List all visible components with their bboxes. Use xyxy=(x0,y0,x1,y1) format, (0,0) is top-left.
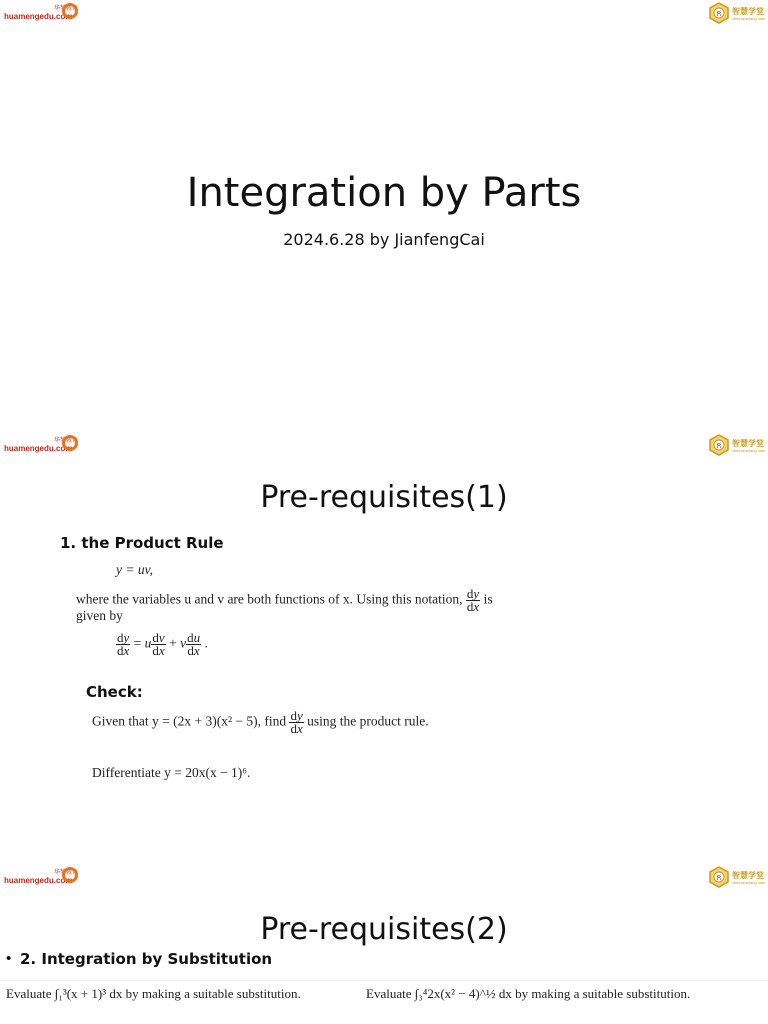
check-label: Check: xyxy=(86,683,143,701)
svg-text:R: R xyxy=(716,10,722,18)
prerequisites-2-slide xyxy=(0,864,768,1024)
prerequisites-1-slide xyxy=(0,432,768,864)
slide-title: Pre-requisites(1) xyxy=(260,480,508,515)
badge-icon xyxy=(708,434,730,456)
logo-cn-text: 智慧学堂 xyxy=(732,439,764,448)
huameng-logo xyxy=(4,432,86,460)
bullet-icon: • xyxy=(6,950,12,967)
equation-text: y = uv, xyxy=(116,562,153,577)
logo-cn-text: 智慧学堂 xyxy=(732,871,764,880)
logo-circle-icon xyxy=(62,3,78,19)
divider xyxy=(0,980,768,981)
badge-icon xyxy=(708,866,730,888)
logo-brand-text: huamengedu.com xyxy=(4,444,73,453)
huameng-logo xyxy=(4,864,86,892)
equation-y-uv xyxy=(116,562,153,578)
svg-text:R: R xyxy=(716,874,722,882)
explanation-line xyxy=(76,588,493,613)
badge-icon xyxy=(708,2,730,24)
given-by-text: given by xyxy=(76,608,123,623)
check1-prefix: Given that y = (2x + 3)(x² − 5), find xyxy=(92,713,287,729)
zhihui-logo xyxy=(708,434,764,458)
logo-small-text: 华梦教育 xyxy=(54,6,79,12)
explanation-text: where the variables u and v are both functions of x. Using this notation, xyxy=(76,591,463,607)
logo-brand-text: huamengedu.com xyxy=(4,12,73,21)
check1-suffix: using the product rule. xyxy=(307,713,429,729)
example-2: Evaluate ∫₃⁴2x(x² − 4)^½ dx by making a suitable substitution. xyxy=(366,986,691,1001)
logo-small-text: 华梦教育 xyxy=(54,870,79,876)
zhihui-logo xyxy=(708,2,764,26)
logo-small-text: 华梦教育 xyxy=(54,438,79,444)
example-1: Evaluate ∫₁³(x + 1)³ dx by making a suitable substitution. xyxy=(6,986,301,1001)
logo-circle-icon xyxy=(62,435,78,451)
product-rule-formula: $\frac{dy}{dx}$ = u $\frac{dv}{dx}$ + v $\frac{du}{dx}$ . xyxy=(117,630,208,658)
logo-en-text: zhihuixuetang.com xyxy=(732,16,766,21)
section-heading: 2. Integration by Substitution xyxy=(20,950,273,968)
section-heading: 1. the Product Rule xyxy=(60,534,224,552)
check-question-1: Given that y = (2x + 3)(x² − 5), find $\frac{dy}{dx}$ using the product rule. xyxy=(92,708,429,736)
slide-title: Integration by Parts xyxy=(186,170,582,216)
logo-circle-icon xyxy=(62,867,78,883)
logo-cn-text: 智慧学堂 xyxy=(732,7,764,16)
slide-title: Pre-requisites(2) xyxy=(260,912,508,947)
slide-subtitle: 2024.6.28 by JianfengCai xyxy=(283,230,485,249)
logo-brand-text: huamengedu.com xyxy=(4,876,73,885)
is-text: is xyxy=(483,591,493,607)
title-slide xyxy=(0,0,768,432)
svg-text:R: R xyxy=(716,442,722,450)
zhihui-logo xyxy=(708,866,764,890)
logo-en-text: zhihuixuetang.com xyxy=(732,448,766,453)
huameng-logo xyxy=(4,0,86,28)
check-question-2: Differentiate y = 20x(x − 1)⁶. xyxy=(92,765,251,780)
logo-en-text: zhihuixuetang.com xyxy=(732,880,766,885)
dy-dx-fraction: $\frac{dy}{dx}$ xyxy=(466,586,480,614)
